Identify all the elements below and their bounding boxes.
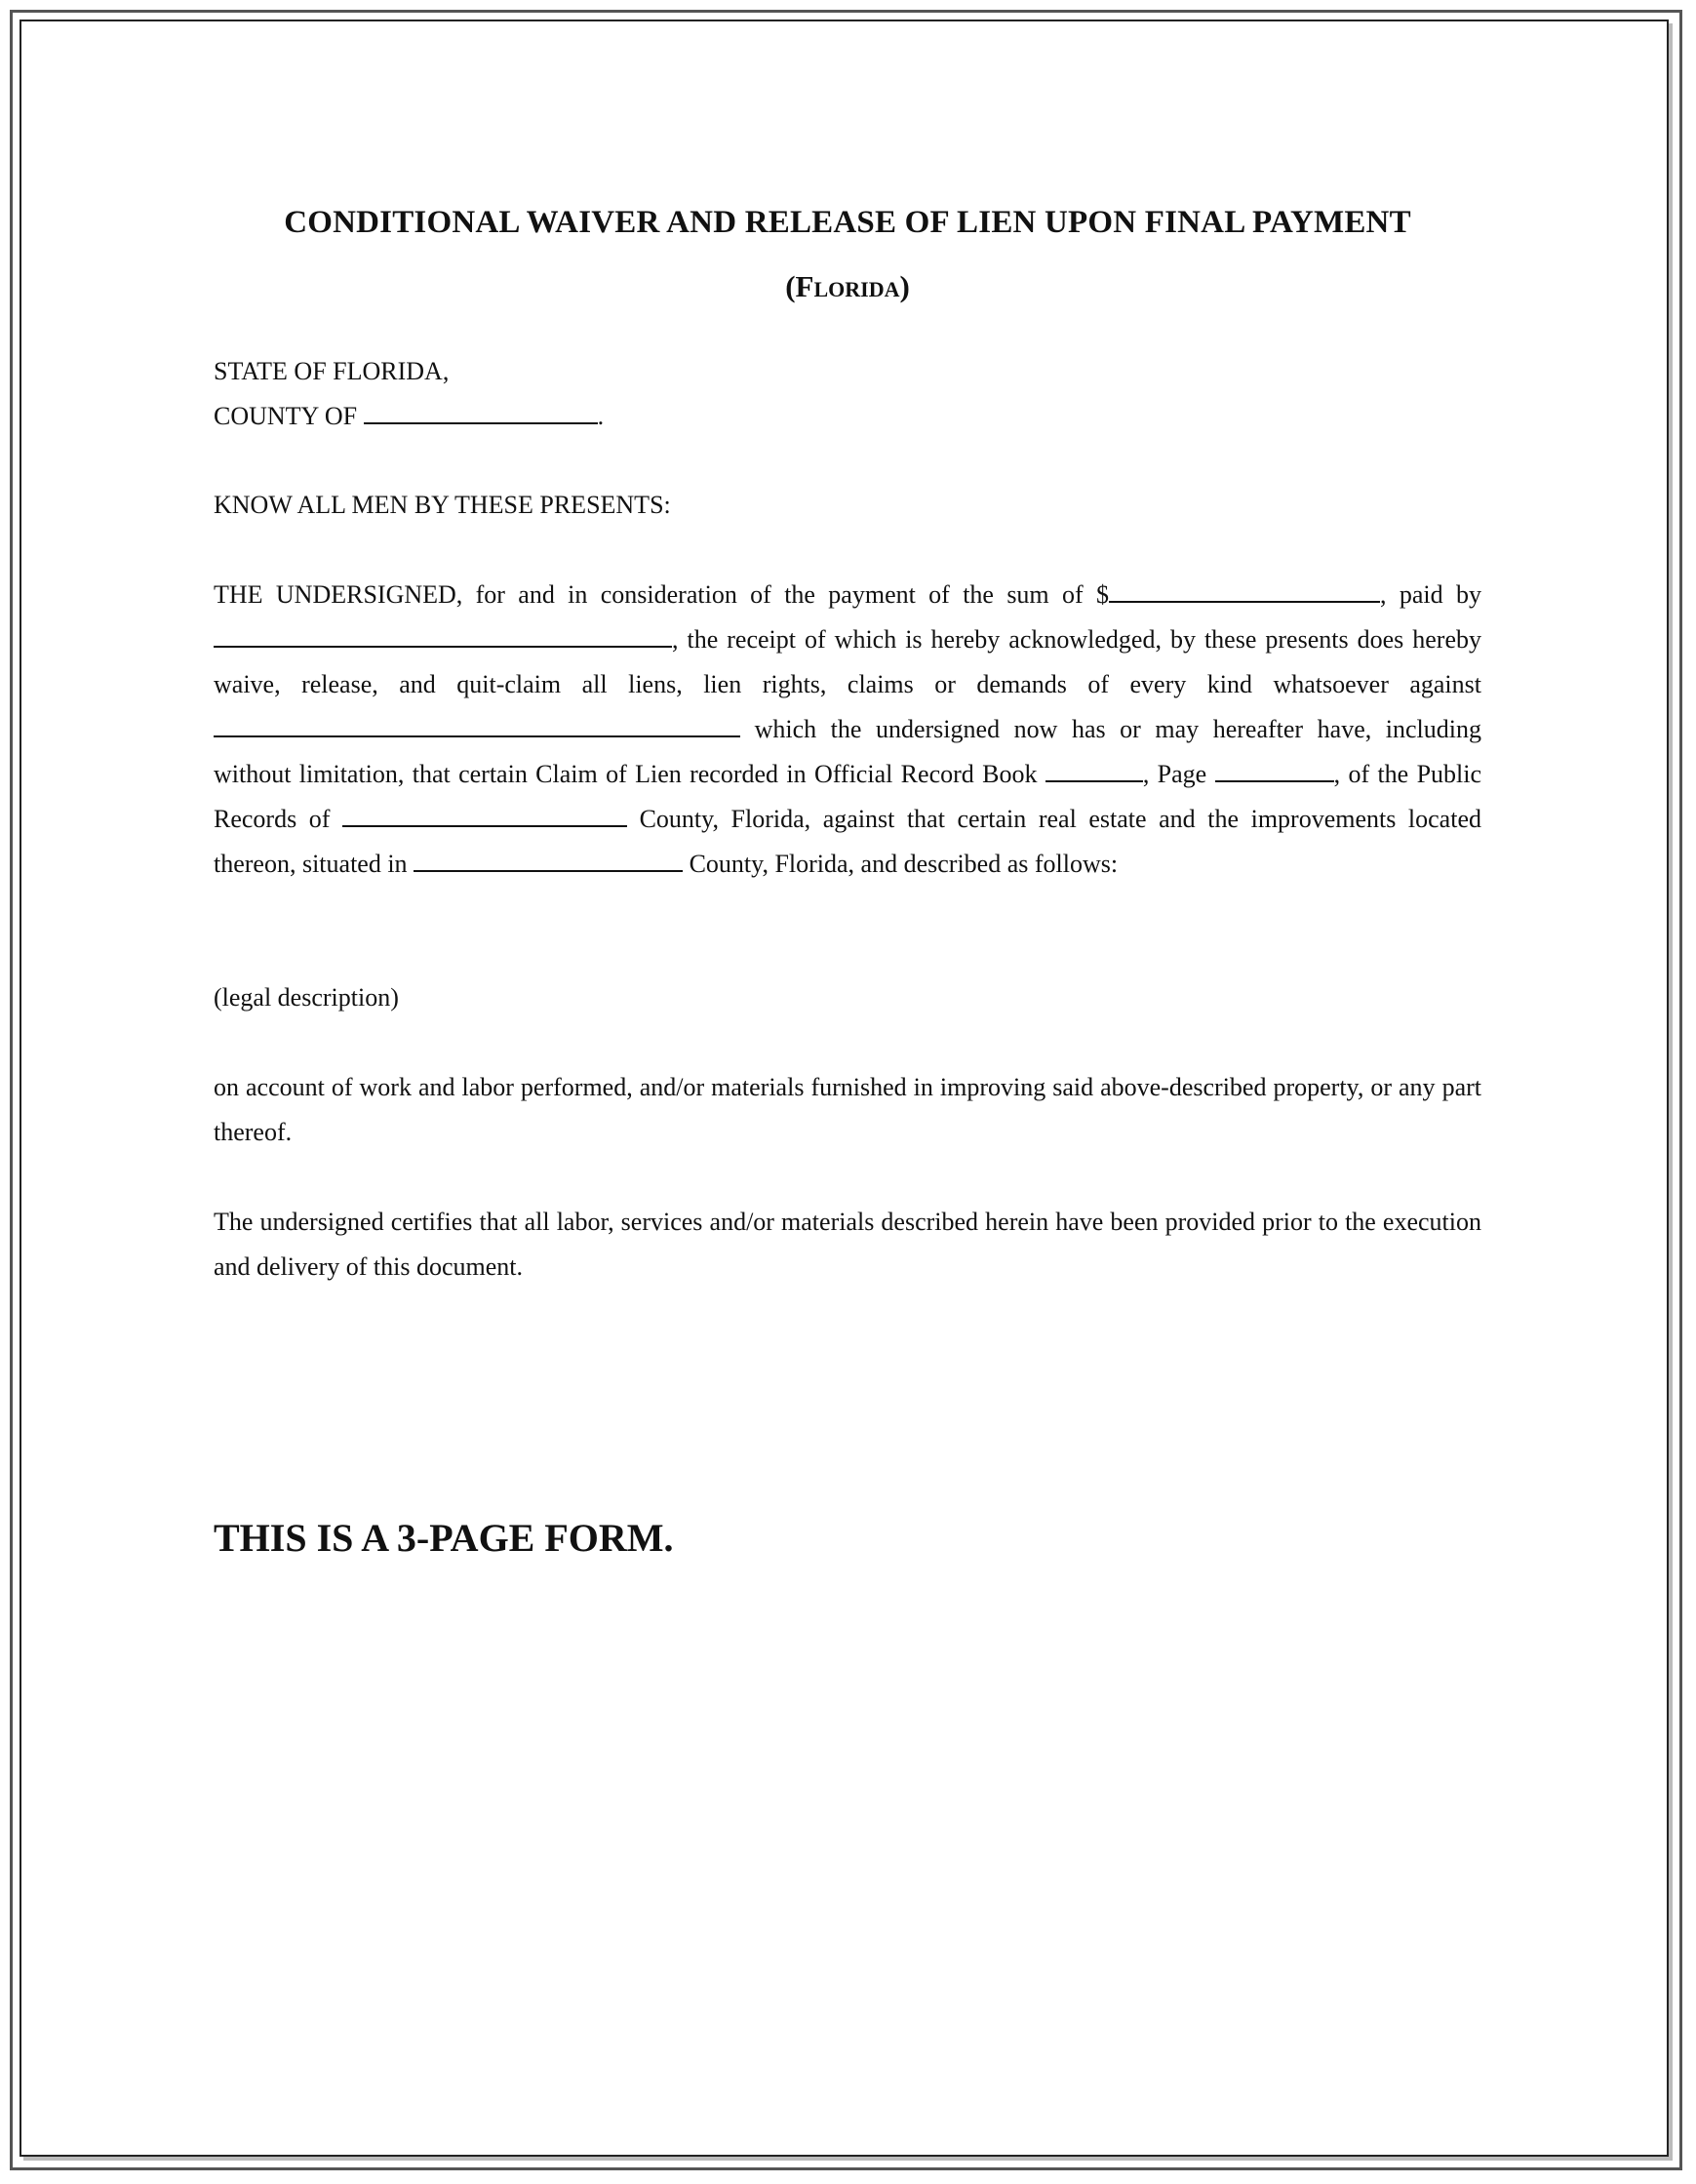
- paid-by-blank[interactable]: [214, 620, 672, 648]
- county-line: [214, 394, 1481, 439]
- county-blank[interactable]: [364, 397, 598, 424]
- para-text-8: County, Florida, against that certain real estate and the improvements located thereon, situated in: [214, 805, 1481, 878]
- public-records-county-blank[interactable]: [342, 800, 627, 827]
- account-paragraph: on account of work and labor performed, and/or materials furnished in improving said above-described property, or any part thereof.: [214, 1073, 1481, 1146]
- certify-paragraph: The undersigned certifies that all labor, services and/or materials described herein have been provided prior to the execution and delivery of this document.: [214, 1208, 1481, 1281]
- para-text-6: , Page: [1142, 760, 1207, 788]
- document-title: CONDITIONAL WAIVER AND RELEASE OF LIEN UPON FINAL PAYMENT: [284, 205, 1411, 240]
- state-line: STATE OF FLORIDA,: [214, 357, 450, 385]
- release-paragraph: [214, 573, 1481, 887]
- against-blank[interactable]: [214, 710, 740, 737]
- para-text-1: THE UNDERSIGNED, for and in consideration of the payment of the sum of $: [214, 580, 1110, 609]
- para-text-7: , of the Public Records of: [214, 760, 1482, 833]
- record-book-blank[interactable]: [1045, 755, 1143, 782]
- page-count-notice: THIS IS A 3-PAGE FORM.: [214, 1516, 674, 1560]
- know-all-line: KNOW ALL MEN BY THESE PRESENTS:: [214, 491, 671, 519]
- county-suffix: .: [597, 402, 605, 430]
- situated-county-blank[interactable]: [414, 845, 683, 872]
- para-text-5: which the undersigned now has or may hereafter have, including without limitation, that certain Claim of Lien recorded in Official Record Book: [214, 715, 1482, 788]
- state-heading: [214, 349, 1481, 439]
- para-text-4: , the receipt of which is hereby acknowledged, by these presents does hereby waive, release, and quit-claim all liens, lien rights, claims or demands of every kind whatsoever against: [214, 625, 1481, 698]
- page-blank[interactable]: [1215, 755, 1334, 782]
- sum-blank[interactable]: [1109, 576, 1380, 603]
- para-text-3: paid by: [1399, 580, 1482, 609]
- document-subtitle: (Florida): [785, 269, 910, 303]
- para-text-9: County, Florida, and described as follows:: [689, 850, 1119, 878]
- legal-description: (legal description): [214, 983, 399, 1012]
- county-label: COUNTY OF: [214, 402, 358, 430]
- para-text-2: ,: [1380, 580, 1387, 609]
